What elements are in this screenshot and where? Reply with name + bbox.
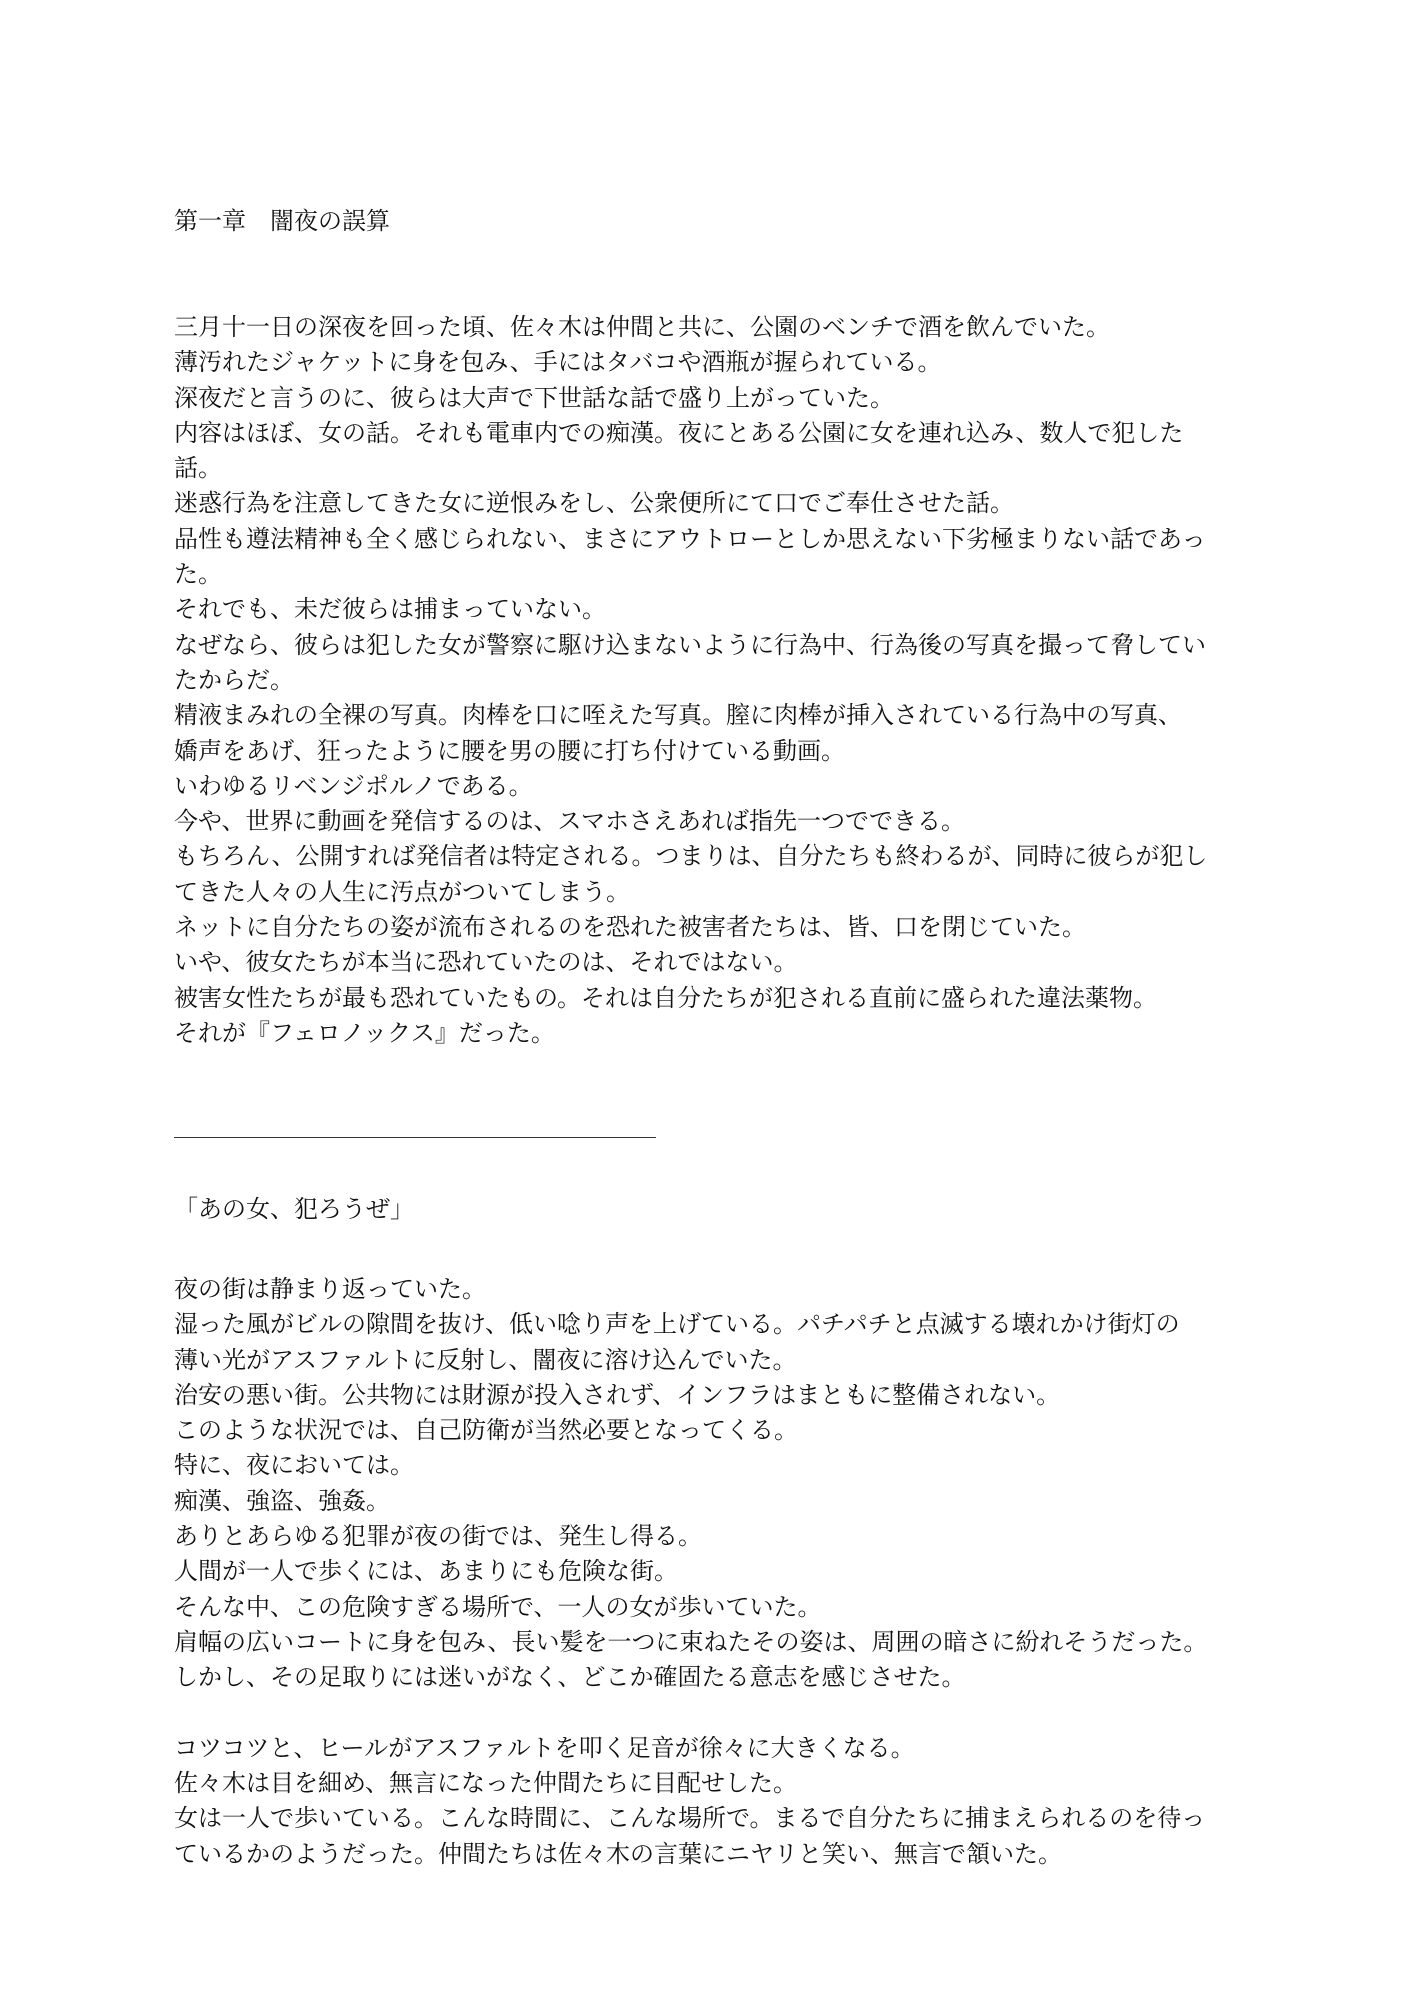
text-line: 被害女性たちが最も恐れていたもの。それは自分たちが犯される直前に盛られた違法薬物。 bbox=[174, 983, 1158, 1012]
chapter-title bbox=[174, 204, 390, 239]
text-line: このような状況では、自己防衛が当然必要となってくる。 bbox=[174, 1416, 798, 1445]
section-divider bbox=[174, 1137, 656, 1138]
text-line: もちろん、公開すれば発信者は特定される。つまりは、自分たちも終わるが、同時に彼らが犯し bbox=[174, 842, 1208, 871]
text-line: 精液まみれの全裸の写真。肉棒を口に咥えた写真。膣に肉棒が挿入されている行為中の写真、 bbox=[174, 701, 1182, 730]
text-line: そんな中、この危険すぎる場所で、一人の女が歩いていた。 bbox=[174, 1592, 822, 1621]
text-line: 痴漢、強盗、強姦。 bbox=[174, 1486, 390, 1515]
dialogue-line bbox=[174, 1192, 414, 1227]
text-line: た。 bbox=[174, 560, 222, 589]
text-line: しかし、その足取りには迷いがなく、どこか確固たる意志を感じさせた。 bbox=[174, 1663, 966, 1692]
text-line: いわゆるリベンジポルノである。 bbox=[174, 771, 533, 800]
section-1-body bbox=[174, 310, 1207, 1051]
text-line: 佐々木は目を細め、無言になった仲間たちに目配せした。 bbox=[174, 1769, 798, 1798]
text-line: 三月十一日の深夜を回った頃、佐々木は仲間と共に、公園のベンチで酒を飲んでいた。 bbox=[174, 313, 1110, 341]
text-line: コツコツと、ヒールがアスファルトを叩く足音が徐々に大きくなる。 bbox=[174, 1733, 915, 1762]
blank-line bbox=[174, 1696, 1207, 1731]
text-line: 嬌声をあげ、狂ったように腰を男の腰に打ち付けている動画。 bbox=[174, 736, 846, 765]
text-line: 品性も遵法精神も全く感じられない、まさにアウトローとしか思えない下劣極まりない話であっ bbox=[174, 524, 1206, 553]
text-line: 人間が一人で歩くには、あまりにも危険な街。 bbox=[174, 1557, 678, 1586]
text-line: それが『フェロノックス』だった。 bbox=[174, 1018, 555, 1047]
text-line: 薄い光がアスファルトに反射し、闇夜に溶け込んでいた。 bbox=[174, 1345, 797, 1374]
text-line: 今や、世界に動画を発信するのは、スマホさえあれば指先一つでできる。 bbox=[174, 807, 966, 836]
chapter-title-text: 第一章 闇夜の誤算 bbox=[174, 207, 390, 235]
section-2-body bbox=[174, 1272, 1207, 1872]
text-line: ネットに自分たちの姿が流布されるのを恐れた被害者たちは、皆、口を閉じていた。 bbox=[174, 913, 1086, 942]
text-line: いや、彼女たちが本当に恐れていたのは、それではない。 bbox=[174, 948, 798, 977]
text-line: 女は一人で歩いている。こんな時間に、こんな場所で。まるで自分たちに捕まえられるのを待っ bbox=[174, 1804, 1206, 1833]
text-line: ありとあらゆる犯罪が夜の街では、発生し得る。 bbox=[174, 1522, 702, 1551]
text-line: 肩幅の広いコートに身を包み、長い髪を一つに束ねたその姿は、周囲の暗さに紛れそうだった。 bbox=[174, 1627, 1208, 1656]
text-line: ているかのようだった。仲間たちは佐々木の言葉にニヤリと笑い、無言で頷いた。 bbox=[174, 1839, 1062, 1868]
text-line: 特に、夜においては。 bbox=[174, 1451, 414, 1480]
text-line: 治安の悪い街。公共物には財源が投入されず、インフラはまともに整備されない。 bbox=[174, 1380, 1061, 1409]
text-line: 内容はほぼ、女の話。それも電車内での痴漢。夜にとある公園に女を連れ込み、数人で犯した bbox=[174, 418, 1184, 447]
text-line: それでも、未だ彼らは捕まっていない。 bbox=[174, 595, 606, 624]
dialogue-text: 「あの女、犯ろうぜ」 bbox=[174, 1195, 414, 1223]
text-line: 深夜だと言うのに、彼らは大声で下世話な話で盛り上がっていた。 bbox=[174, 383, 894, 412]
text-line: てきた人々の人生に汚点がついてしまう。 bbox=[174, 877, 630, 906]
text-line: 薄汚れたジャケットに身を包み、手にはタバコや酒瓶が握られている。 bbox=[174, 348, 942, 377]
text-line: たからだ。 bbox=[174, 665, 294, 694]
text-line: 湿った風がビルの隙間を抜け、低い唸り声を上げている。パチパチと点滅する壊れかけ街灯の bbox=[174, 1310, 1180, 1339]
text-line: 夜の街は静まり返っていた。 bbox=[174, 1275, 486, 1303]
text-line: なぜなら、彼らは犯した女が警察に駆け込まないように行為中、行為後の写真を撮って脅してい bbox=[174, 630, 1206, 659]
text-line: 話。 bbox=[174, 454, 222, 483]
text-line: 迷惑行為を注意してきた女に逆恨みをし、公衆便所にて口でご奉仕させた話。 bbox=[174, 489, 1014, 518]
